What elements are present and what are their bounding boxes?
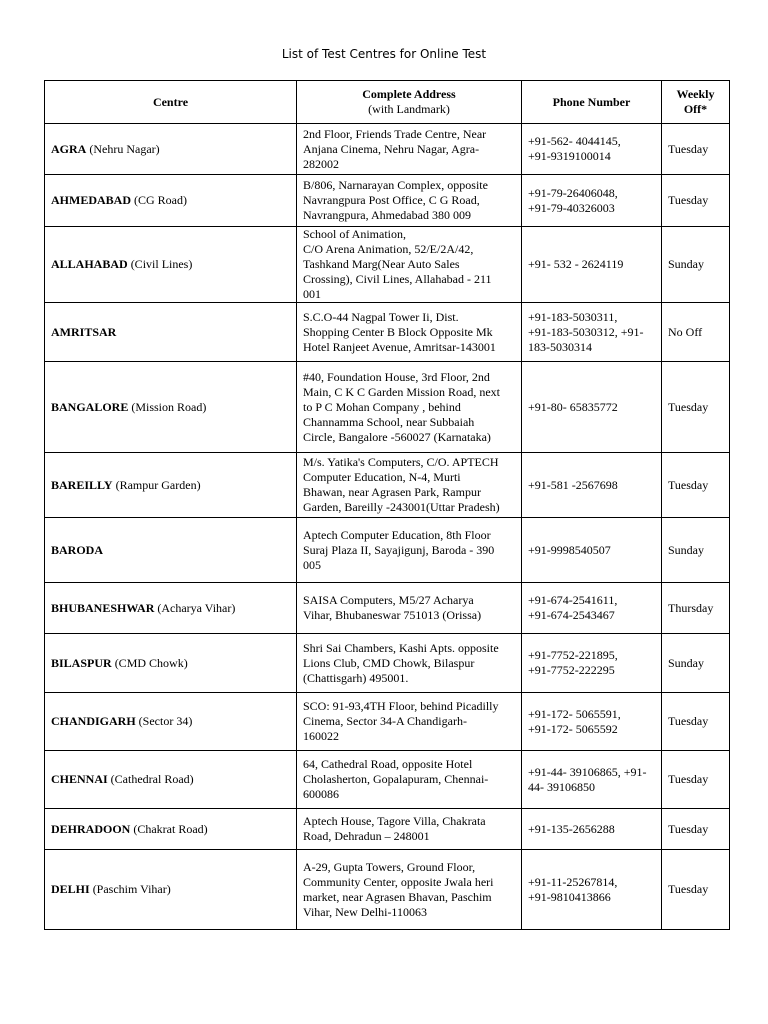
weekly-off-cell: Tuesday [662,751,730,809]
address-cell: A-29, Gupta Towers, Ground Floor, Community Center, opposite Jwala heri market, near Agrasen Bhavan, Paschim Vihar, New Delhi-110063 [297,850,522,930]
table-row [45,809,730,850]
phone-cell: +91-581 -2567698 [522,453,662,518]
centre-area: (Acharya Vihar) [154,600,236,615]
address-cell: S.C.O-44 Nagpal Tower Ii, Dist. Shopping Center B Block Opposite Mk Hotel Ranjeet Avenue, Amritsar-143001 [297,303,522,362]
centre-area: (Rampur Garden) [112,477,201,492]
phone-cell: +91-135-2656288 [522,809,662,850]
phone-cell: +91-79-26406048, +91-79-40326003 [522,175,662,227]
address-cell: SCO: 91-93,4TH Floor, behind Picadilly Cinema, Sector 34-A Chandigarh- 160022 [297,693,522,751]
table-row [45,693,730,751]
table-row [45,583,730,634]
test-centres-table [44,80,730,930]
centre-name: AMRITSAR [51,324,117,339]
centre-name: CHENNAI [51,772,108,786]
weekly-off-cell: Tuesday [662,362,730,453]
centre-name: BANGALORE [51,399,129,414]
table-row [45,175,730,227]
centre-cell [45,518,297,583]
weekly-off-cell: Tuesday [662,850,730,930]
phone-cell: +91-9998540507 [522,518,662,583]
centre-area: (CMD Chowk) [111,655,188,670]
centre-cell [45,693,297,751]
centre-area: (Cathedral Road) [107,772,194,786]
phone-cell: +91- 532 - 2624119 [522,227,662,303]
weekly-off-cell: Sunday [662,634,730,693]
centre-name: AGRA [51,141,87,156]
phone-cell: +91-44- 39106865, +91- 44- 39106850 [522,751,662,809]
header-address-subtitle: (with Landmark) [368,102,450,116]
address-cell: #40, Foundation House, 3rd Floor, 2nd Main, C K C Garden Mission Road, next to P C Mohan Company , behind Channamma School, near Subbaiah Circle, Bangalore -560027 (Karnataka) [297,362,522,453]
header-row [45,81,730,124]
table-row [45,751,730,809]
centre-area: (Chakrat Road) [130,821,208,836]
weekly-off-cell: Tuesday [662,453,730,518]
phone-cell: +91-183-5030311, +91-183-5030312, +91- 183-5030314 [522,303,662,362]
weekly-off-cell: Tuesday [662,693,730,751]
header-address [297,81,522,124]
phone-cell: +91-11-25267814, +91-9810413866 [522,850,662,930]
centre-cell [45,809,297,850]
phone-cell: +91-172- 5065591, +91-172- 5065592 [522,693,662,751]
centre-name: BAREILLY [51,477,113,492]
centre-cell [45,227,297,303]
weekly-off-cell: Tuesday [662,124,730,175]
centre-name: AHMEDABAD [51,193,131,207]
address-cell: School of Animation, C/O Arena Animation, 52/E/2A/42, Tashkand Marg(Near Auto Sales Crossing), Civil Lines, Allahabad - 211 001 [297,227,522,303]
centre-name: ALLAHABAD [51,257,128,271]
weekly-off-cell: Tuesday [662,809,730,850]
centre-area: (CG Road) [131,193,187,207]
centre-cell [45,583,297,634]
table-row [45,850,730,930]
address-cell: SAISA Computers, M5/27 Acharya Vihar, Bhubaneswar 751013 (Orissa) [297,583,522,634]
centre-area: (Nehru Nagar) [86,141,160,156]
address-cell: B/806, Narnarayan Complex, opposite Navrangpura Post Office, C G Road, Navrangpura, Ahmedabad 380 009 [297,175,522,227]
table-body [45,124,730,930]
phone-cell: +91-674-2541611, +91-674-2543467 [522,583,662,634]
header-weekly-off: Weekly Off* [662,81,730,124]
address-cell: Aptech Computer Education, 8th Floor Suraj Plaza II, Sayajigunj, Baroda - 390 005 [297,518,522,583]
header-address-title: Complete Address [362,87,456,101]
page-title: List of Test Centres for Online Test [281,47,487,61]
header-phone: Phone Number [522,81,662,124]
weekly-off-cell: Sunday [662,227,730,303]
address-cell: Aptech House, Tagore Villa, Chakrata Road, Dehradun – 248001 [297,809,522,850]
table-row [45,227,730,303]
centre-cell [45,751,297,809]
phone-cell: +91-562- 4044145, +91-9319100014 [522,124,662,175]
table-row [45,303,730,362]
centre-name: BILASPUR [51,655,112,670]
table-row [45,453,730,518]
centre-name: CHANDIGARH [51,714,136,728]
centre-cell [45,362,297,453]
centre-area: (Paschim Vihar) [89,882,171,896]
centre-area: (Civil Lines) [127,257,193,271]
table-row [45,634,730,693]
centre-name: BHUBANESHWAR [51,600,155,615]
table-row [45,518,730,583]
phone-cell: +91-7752-221895, +91-7752-222295 [522,634,662,693]
centre-area: (Sector 34) [135,714,193,728]
weekly-off-cell: Sunday [662,518,730,583]
weekly-off-cell: No Off [662,303,730,362]
weekly-off-cell: Tuesday [662,175,730,227]
weekly-off-cell: Thursday [662,583,730,634]
centre-cell [45,175,297,227]
centre-area: (Mission Road) [128,399,207,414]
phone-cell: +91-80- 65835772 [522,362,662,453]
address-cell: 64, Cathedral Road, opposite Hotel Cholasherton, Gopalapuram, Chennai- 600086 [297,751,522,809]
centre-name: BARODA [51,542,104,557]
centre-cell [45,124,297,175]
header-centre: Centre [45,81,297,124]
centre-name: DEHRADOON [51,821,131,836]
centre-cell [45,850,297,930]
centre-cell [45,303,297,362]
address-cell: M/s. Yatika's Computers, C/O. APTECH Computer Education, N-4, Murti Bhawan, near Agrasen Park, Rampur Garden, Bareilly -243001(Uttar Pradesh) [297,453,522,518]
address-cell: Shri Sai Chambers, Kashi Apts. opposite Lions Club, CMD Chowk, Bilaspur (Chattisgarh) 495001. [297,634,522,693]
centre-cell [45,453,297,518]
centre-name: DELHI [51,882,90,896]
table-row [45,124,730,175]
centre-cell [45,634,297,693]
address-cell: 2nd Floor, Friends Trade Centre, Near Anjana Cinema, Nehru Nagar, Agra- 282002 [297,124,522,175]
table-row [45,362,730,453]
